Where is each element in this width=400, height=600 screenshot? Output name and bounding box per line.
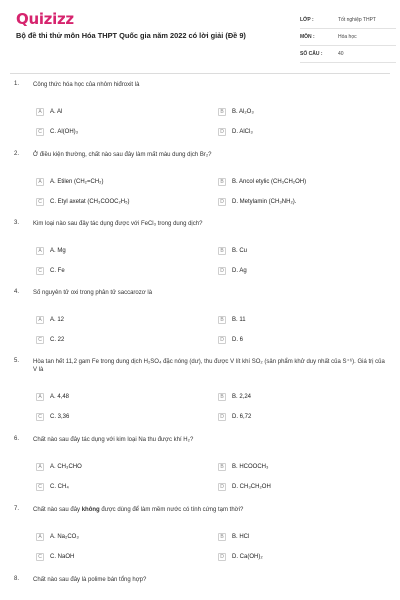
option-label: C. 22 <box>50 337 65 343</box>
meta-key: LỚP : <box>300 17 314 23</box>
option-label: C. NaOH <box>50 554 75 560</box>
worksheet-header <box>0 0 400 68</box>
question-text: Kim loại nào sau đây tác dụng được với FeCl₃ trong dung dịch? <box>33 221 203 227</box>
option-label: B. HCl <box>232 534 250 540</box>
option-label: D. Ag <box>232 268 247 274</box>
option-label: B. Cu <box>232 248 248 254</box>
option-label: D. CH₃CH₂OH <box>232 484 271 490</box>
option-label: A. 4,48 <box>50 394 70 400</box>
meta-value: Tốt nghiệp THPT <box>338 17 376 23</box>
answer-option-c[interactable] <box>36 198 130 206</box>
option-label: A. CH₃CHO <box>50 464 82 470</box>
option-letter-box: C <box>36 553 44 561</box>
option-letter-box: D <box>218 198 226 206</box>
option-letter-box: A <box>36 463 44 471</box>
option-letter-box: A <box>36 178 44 186</box>
option-letter-box: D <box>218 553 226 561</box>
option-letter-box: B <box>218 463 226 471</box>
question-item <box>0 358 400 420</box>
option-letter-box: B <box>218 533 226 541</box>
answer-option-a[interactable] <box>36 316 64 324</box>
question-item <box>0 151 400 205</box>
question-item <box>0 576 400 584</box>
option-letter-box: A <box>36 108 44 116</box>
worksheet-meta <box>300 12 396 63</box>
question-number: 7. <box>14 506 20 512</box>
option-label: D. Ca(OH)₂ <box>232 554 263 560</box>
option-label: D. 6,72 <box>232 414 252 420</box>
option-letter-box: B <box>218 316 226 324</box>
option-letter-box: C <box>36 483 44 491</box>
question-number: 6. <box>14 436 20 442</box>
meta-row-class <box>300 12 396 29</box>
option-letter-box: A <box>36 247 44 255</box>
meta-key: SỐ CÂU : <box>300 51 323 57</box>
option-label: B. 2,24 <box>232 394 252 400</box>
answer-option-a[interactable] <box>36 393 69 401</box>
option-label: A. Al <box>50 109 63 115</box>
answer-option-d[interactable] <box>218 483 271 491</box>
question-text-part: được dùng để làm mềm nước có tính cứng tạm thời? <box>99 507 244 513</box>
answer-option-d[interactable] <box>218 128 253 136</box>
meta-value: Hóa học <box>338 34 357 40</box>
answer-option-b[interactable] <box>218 533 249 541</box>
option-letter-box: C <box>36 198 44 206</box>
meta-row-count <box>300 46 396 63</box>
option-label: C. CH₄ <box>50 484 69 490</box>
question-number: 3. <box>14 220 20 226</box>
answer-option-d[interactable] <box>218 198 296 206</box>
option-letter-box: C <box>36 128 44 136</box>
answer-option-a[interactable] <box>36 178 104 186</box>
question-text <box>33 506 386 514</box>
answer-option-d[interactable] <box>218 336 243 344</box>
option-letter-box: A <box>36 316 44 324</box>
answer-option-a[interactable] <box>36 463 82 471</box>
option-label: D. AlCl₃ <box>232 129 253 135</box>
answer-option-b[interactable] <box>218 463 268 471</box>
option-label: A. 12 <box>50 317 65 323</box>
quizizz-logo: Quizizz <box>16 10 74 28</box>
option-label: A. Mg <box>50 248 66 254</box>
option-letter-box: C <box>36 413 44 421</box>
option-label: B. Al₂O₃ <box>232 109 254 115</box>
meta-key: MÔN : <box>300 34 315 40</box>
option-letter-box: D <box>218 413 226 421</box>
answer-option-d[interactable] <box>218 553 263 561</box>
answer-option-d[interactable] <box>218 267 247 275</box>
answer-option-b[interactable] <box>218 247 247 255</box>
option-label: B. Ancol etylic (CH₃CH₂OH) <box>232 179 307 185</box>
option-letter-box: D <box>218 336 226 344</box>
question-item <box>0 289 400 343</box>
question-text: Hòa tan hết 11,2 gam Fe trong dung dịch H₂SO₄ đặc nóng (dư), thu được V lít khí SO₂ (sản phẩm khử duy nhất của S⁺⁶). Giá trị của V là <box>33 359 385 373</box>
option-label: B. HCOOCH₃ <box>232 464 269 470</box>
option-label: A. Etilen (CH₂=CH₂) <box>50 179 104 185</box>
answer-option-c[interactable] <box>36 336 64 344</box>
question-number: 2. <box>14 151 20 157</box>
question-item <box>0 81 400 135</box>
question-text: Ở điều kiện thường, chất nào sau đây làm mất màu dung dịch Br₂? <box>33 152 212 158</box>
answer-option-b[interactable] <box>218 393 251 401</box>
question-text-part: Chất nào sau đây <box>33 507 82 513</box>
question-number: 4. <box>14 289 20 295</box>
answer-option-c[interactable] <box>36 483 69 491</box>
option-letter-box: A <box>36 533 44 541</box>
option-label: D. 6 <box>232 337 244 343</box>
answer-option-a[interactable] <box>36 247 66 255</box>
option-label: C. 3,36 <box>50 414 70 420</box>
option-letter-box: B <box>218 108 226 116</box>
option-label: D. Metylamin (CH₃NH₂). <box>232 199 297 205</box>
question-item <box>0 220 400 274</box>
option-letter-box: B <box>218 178 226 186</box>
meta-row-subject <box>300 29 396 46</box>
question-number: 1. <box>14 81 20 87</box>
question-number: 5. <box>14 358 20 364</box>
answer-option-c[interactable] <box>36 267 65 275</box>
answer-option-c[interactable] <box>36 128 78 136</box>
answer-option-b[interactable] <box>218 108 254 116</box>
answer-option-b[interactable] <box>218 316 246 324</box>
answer-option-c[interactable] <box>36 553 74 561</box>
answer-option-c[interactable] <box>36 413 69 421</box>
option-letter-box: C <box>36 267 44 275</box>
option-label: C. Fe <box>50 268 65 274</box>
option-label: B. 11 <box>232 317 246 323</box>
answer-option-a[interactable] <box>36 533 79 541</box>
worksheet-title: Bộ đề thi thử môn Hóa THPT Quốc gia năm 2022 có lời giải (Đề 9) <box>16 31 246 40</box>
answer-option-b[interactable] <box>218 178 306 186</box>
answer-option-d[interactable] <box>218 413 251 421</box>
question-item <box>0 436 400 490</box>
question-text: Chất nào sau đây tác dụng với kim loại Na thu được khí H₂? <box>33 437 194 443</box>
answer-option-a[interactable] <box>36 108 62 116</box>
option-label: C. Etyl axetat (CH₃COOC₂H₅) <box>50 199 130 205</box>
option-label: A. Na₂CO₃ <box>50 534 79 540</box>
option-letter-box: A <box>36 393 44 401</box>
question-text: Chất nào sau đây là polime bán tổng hợp? <box>33 577 147 583</box>
question-item <box>0 506 400 560</box>
header-divider <box>10 73 390 74</box>
question-text: Công thức hóa học của nhôm hiđroxit là <box>33 82 140 88</box>
emphasis-text: không <box>81 507 100 513</box>
meta-value: 40 <box>338 51 344 57</box>
option-label: C. Al(OH)₃ <box>50 129 79 135</box>
option-letter-box: B <box>218 247 226 255</box>
option-letter-box: D <box>218 267 226 275</box>
option-letter-box: D <box>218 483 226 491</box>
question-number: 8. <box>14 576 20 582</box>
question-text: Số nguyên tử oxi trong phân tử saccarozơ là <box>33 290 153 296</box>
option-letter-box: C <box>36 336 44 344</box>
option-letter-box: D <box>218 128 226 136</box>
option-letter-box: B <box>218 393 226 401</box>
